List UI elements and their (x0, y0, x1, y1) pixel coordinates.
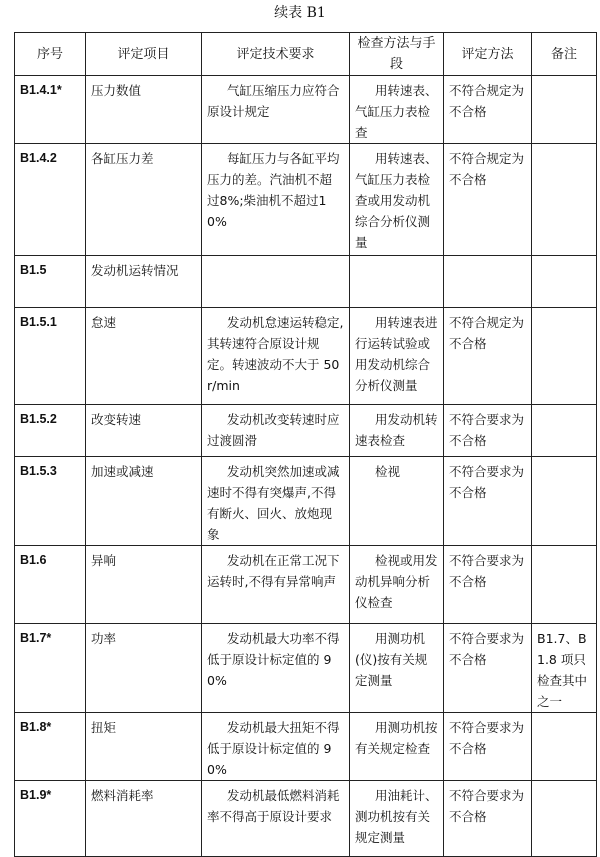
cell-item: 压力数值 (86, 76, 202, 144)
table-row (15, 405, 597, 457)
cell-requirement: 发动机最大扭矩不得低于原设计标定值的 90% (202, 713, 350, 781)
cell-code: B1.6 (15, 546, 86, 624)
cell-item: 加速或减速 (86, 457, 202, 546)
cell-code: B1.5.2 (15, 405, 86, 457)
cell-method: 用转速表、气缸压力表检查 (350, 76, 444, 144)
cell-item: 改变转速 (86, 405, 202, 457)
cell-requirement: 气缸压缩压力应符合原设计规定 (202, 76, 350, 144)
cell-judgement: 不符合规定为不合格 (444, 76, 532, 144)
cell-item: 发动机运转情况 (86, 256, 202, 308)
cell-judgement: 不符合规定为不合格 (444, 308, 532, 405)
cell-requirement: 发动机改变转速时应过渡圆滑 (202, 405, 350, 457)
cell-requirement: 发动机最低燃料消耗率不得高于原设计要求 (202, 781, 350, 857)
table-row (15, 781, 597, 857)
table-row (15, 144, 597, 256)
table-title: 续表 B1 (274, 5, 326, 21)
cell-judgement: 不符合规定为不合格 (444, 144, 532, 256)
cell-note (532, 308, 597, 405)
cell-method: 用发动机转速表检查 (350, 405, 444, 457)
cell-item: 扭矩 (86, 713, 202, 781)
cell-note (532, 144, 597, 256)
cell-requirement: 发动机怠速运转稳定,其转速符合原设计规定。转速波动不大于 50 r/min (202, 308, 350, 405)
cell-judgement: 不符合要求为不合格 (444, 457, 532, 546)
cell-code: B1.9* (15, 781, 86, 857)
cell-note (532, 546, 597, 624)
cell-code: B1.8* (15, 713, 86, 781)
cell-item: 功率 (86, 624, 202, 713)
cell-note (532, 457, 597, 546)
header-code: 序号 (15, 33, 86, 76)
cell-method: 检视 (350, 457, 444, 546)
cell-method (350, 256, 444, 308)
cell-requirement: 每缸压力与各缸平均压力的差。汽油机不超过8%;柴油机不超过10% (202, 144, 350, 256)
cell-note (532, 781, 597, 857)
cell-method: 用转速表进行运转试验或用发动机综合分析仪测量 (350, 308, 444, 405)
header-note: 备注 (532, 33, 597, 76)
cell-method: 检视或用发动机异响分析仪检查 (350, 546, 444, 624)
cell-note (532, 405, 597, 457)
cell-method: 用测功机按有关规定检查 (350, 713, 444, 781)
table-row (15, 713, 597, 781)
cell-note (532, 713, 597, 781)
cell-judgement: 不符合要求为不合格 (444, 713, 532, 781)
cell-note (532, 256, 597, 308)
cell-judgement: 不符合要求为不合格 (444, 624, 532, 713)
cell-method: 用转速表、气缸压力表检查或用发动机综合分析仪测量 (350, 144, 444, 256)
cell-item: 怠速 (86, 308, 202, 405)
cell-method: 用油耗计、测功机按有关规定测量 (350, 781, 444, 857)
header-judgement: 评定方法 (444, 33, 532, 76)
cell-method: 用测功机(仪)按有关规定测量 (350, 624, 444, 713)
header-item: 评定项目 (86, 33, 202, 76)
cell-requirement: 发动机最大功率不得低于原设计标定值的 90% (202, 624, 350, 713)
header-method: 检查方法与手段 (350, 33, 444, 76)
cell-judgement (444, 256, 532, 308)
cell-judgement: 不符合要求为不合格 (444, 405, 532, 457)
cell-note (532, 76, 597, 144)
cell-code: B1.5.3 (15, 457, 86, 546)
table-row (15, 457, 597, 546)
cell-requirement: 发动机在正常工况下运转时,不得有异常响声 (202, 546, 350, 624)
cell-requirement (202, 256, 350, 308)
cell-judgement: 不符合要求为不合格 (444, 546, 532, 624)
table-row (15, 256, 597, 308)
cell-code: B1.4.2 (15, 144, 86, 256)
cell-code: B1.5.1 (15, 308, 86, 405)
cell-item: 各缸压力差 (86, 144, 202, 256)
cell-judgement: 不符合要求为不合格 (444, 781, 532, 857)
table-row (15, 76, 597, 144)
cell-code: B1.7* (15, 624, 86, 713)
table-row (15, 546, 597, 624)
cell-requirement: 发动机突然加速或减速时不得有突爆声,不得有断火、回火、放炮现象 (202, 457, 350, 546)
cell-note: B1.7、B1.8 项只检查其中之一 (532, 624, 597, 713)
cell-item: 异响 (86, 546, 202, 624)
cell-item: 燃料消耗率 (86, 781, 202, 857)
table-row (15, 624, 597, 713)
cell-code: B1.5 (15, 256, 86, 308)
header-row (15, 33, 597, 76)
header-requirement: 评定技术要求 (202, 33, 350, 76)
table-row (15, 308, 597, 405)
evaluation-table (14, 32, 597, 857)
cell-code: B1.4.1* (15, 76, 86, 144)
